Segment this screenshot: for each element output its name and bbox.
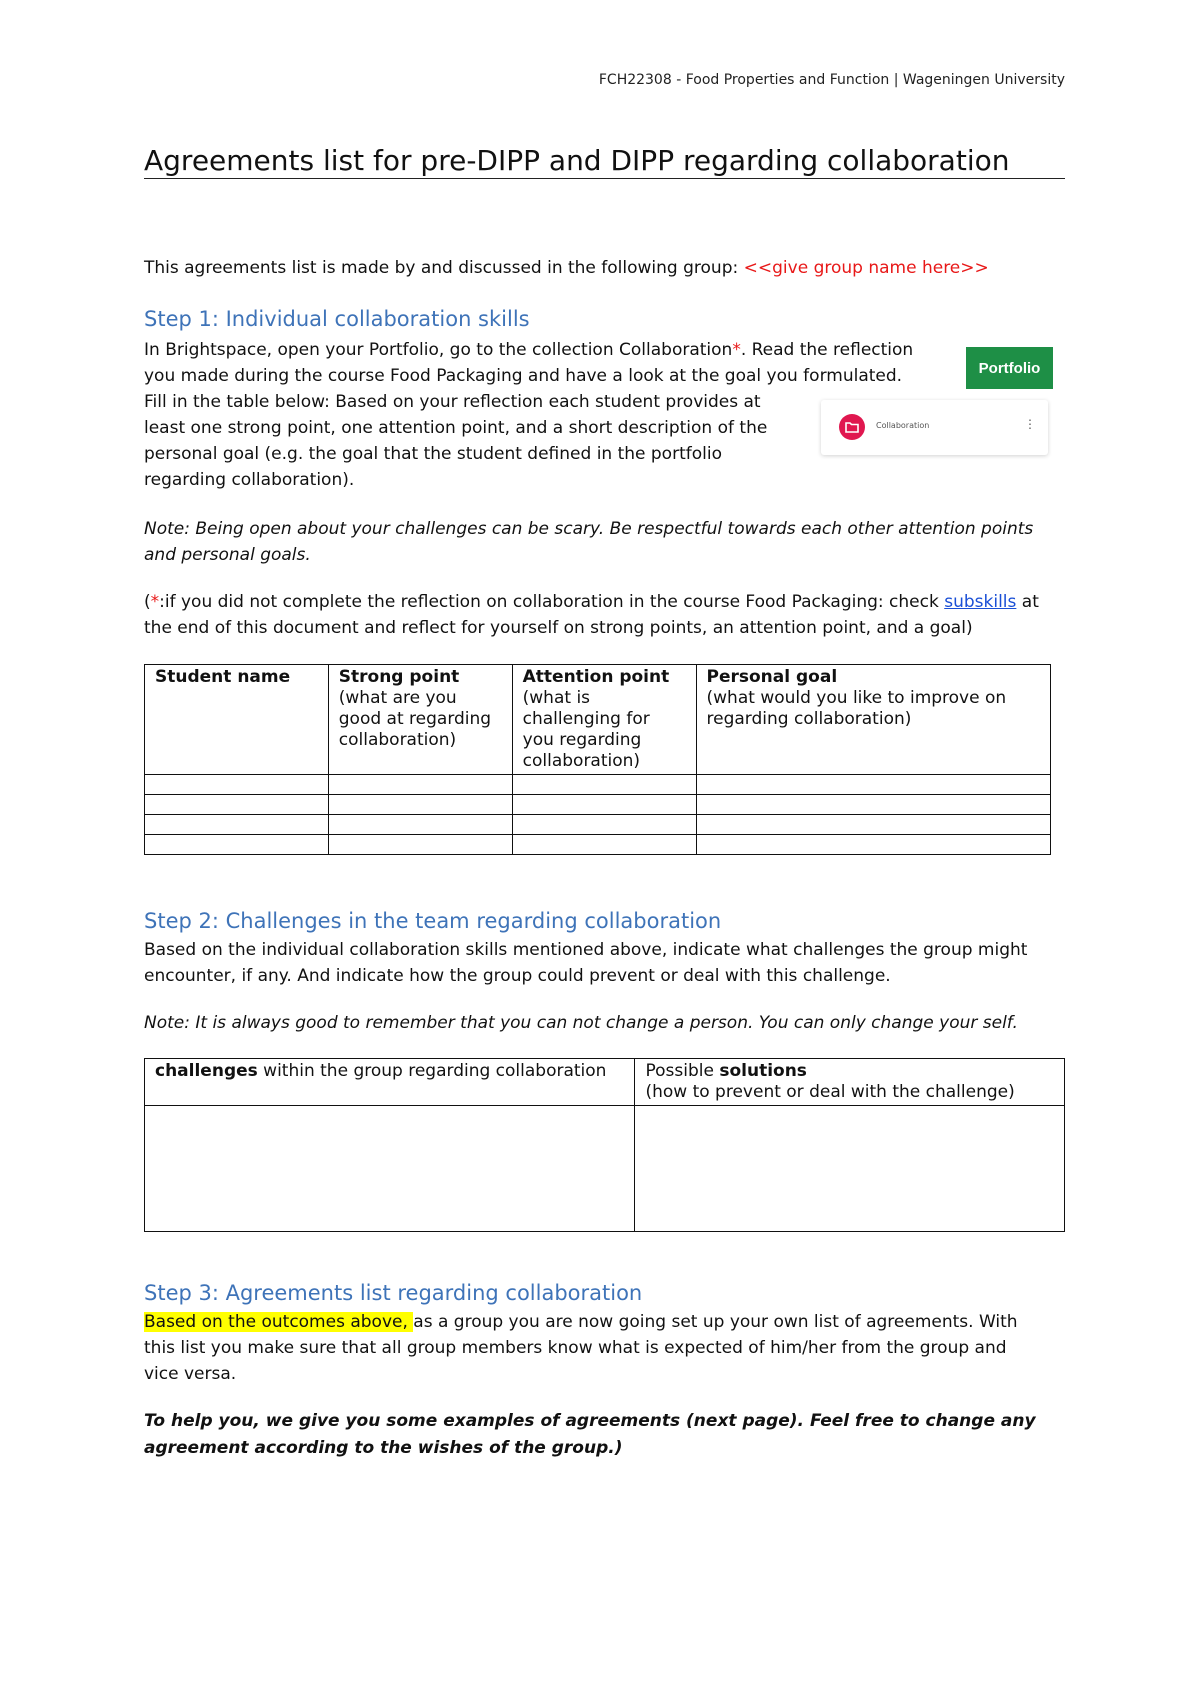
step1-heading: Step 1: Individual collaboration skills [144,307,530,331]
table-header-row [145,1059,1065,1106]
header-strong-point: Strong point (what are you good at regarding collaboration) [328,665,512,775]
step1-line-1: In Brightspace, open your Portfolio, go to the collection Collaboration*. Read the reflection [144,340,914,360]
table-cell[interactable] [696,835,1050,855]
highlighted-text: Based on the outcomes above, [144,1312,414,1332]
subskills-link[interactable]: subskills [944,592,1017,612]
table-cell[interactable] [145,815,329,835]
table-cell[interactable] [328,835,512,855]
page-header: FCH22308 - Food Properties and Function | Wageningen University [598,72,1065,88]
table-cell[interactable] [512,835,696,855]
collaboration-skills-table [144,664,1051,855]
step1-line: Fill in the table below: Based on your reflection each student provides at [144,392,761,412]
table-cell[interactable] [145,835,329,855]
collaboration-collection-card [821,400,1048,455]
step2-paragraph: Based on the individual collaboration skills mentioned above, indicate what challenges the group might encounter, if any. And indicate how the group could prevent or deal with this challenge. [144,940,1028,986]
header-solutions: Possible solutions (how to prevent or deal with the challenge) [635,1059,1065,1106]
header-attention-point: Attention point (what is challenging for you regarding collaboration) [512,665,696,775]
collection-label: Collaboration [876,421,930,430]
table-cell[interactable] [696,815,1050,835]
group-name-placeholder: <<give group name here>> [743,258,989,278]
step1-line: personal goal (e.g. the goal that the student defined in the portfolio [144,444,722,464]
intro-text: This agreements list is made by and discussed in the following group: [144,258,744,278]
document-title: Agreements list for pre-DIPP and DIPP regarding collaboration [144,144,1065,179]
table-header-row [145,665,1051,775]
step1-note: Note: Being open about your challenges can be scary. Be respectful towards each other attention points and personal goals. [144,519,1034,565]
table-row [145,835,1051,855]
header-student-name: Student name [145,665,329,775]
table-cell[interactable] [328,815,512,835]
table-cell[interactable] [328,795,512,815]
table-cell[interactable] [512,815,696,835]
asterisk-marker: * [732,340,741,360]
step3-heading: Step 3: Agreements list regarding collaboration [144,1281,643,1305]
folder-icon [839,414,865,440]
step1-line: you made during the course Food Packaging and have a look at the goal you formulated. [144,366,903,386]
table-cell[interactable] [145,775,329,795]
step2-heading: Step 2: Challenges in the team regarding collaboration [144,909,722,933]
table-cell[interactable] [696,775,1050,795]
step1-line: least one strong point, one attention point, and a short description of the [144,418,768,438]
table-cell[interactable] [145,1106,635,1232]
table-cell[interactable] [635,1106,1065,1232]
table-row [145,795,1051,815]
step3-emphasis: To help you, we give you some examples of agreements (next page). Feel free to change any agreement according to the wishes of the group.) [144,1411,1036,1458]
step1-footnote: (*:if you did not complete the reflection on collaboration in the course Food Packaging: check subskills at the end of this document and reflect for yourself on strong points, an attention point, and a goal) [144,592,1039,638]
table-cell[interactable] [328,775,512,795]
kebab-menu-icon: ⋮ [1024,417,1036,431]
step2-note: Note: It is always good to remember that you can not change a person. You can only change your self. [144,1013,1018,1033]
table-row [145,1106,1065,1232]
table-row [145,815,1051,835]
header-personal-goal: Personal goal (what would you like to improve on regarding collaboration) [696,665,1050,775]
header-challenges: challenges within the group regarding collaboration [145,1059,635,1106]
table-cell[interactable] [696,795,1050,815]
challenges-table [144,1058,1065,1232]
intro-paragraph [144,255,989,281]
table-cell[interactable] [145,795,329,815]
table-cell[interactable] [512,775,696,795]
table-row [145,775,1051,795]
portfolio-badge: Portfolio [966,347,1053,389]
step1-line: regarding collaboration). [144,470,355,490]
table-cell[interactable] [512,795,696,815]
step3-paragraph: Based on the outcomes above, as a group you are now going set up your own list of agreements. With this list you make sure that all group members know what is expected of him/her from the group and vice versa. [144,1312,1018,1384]
